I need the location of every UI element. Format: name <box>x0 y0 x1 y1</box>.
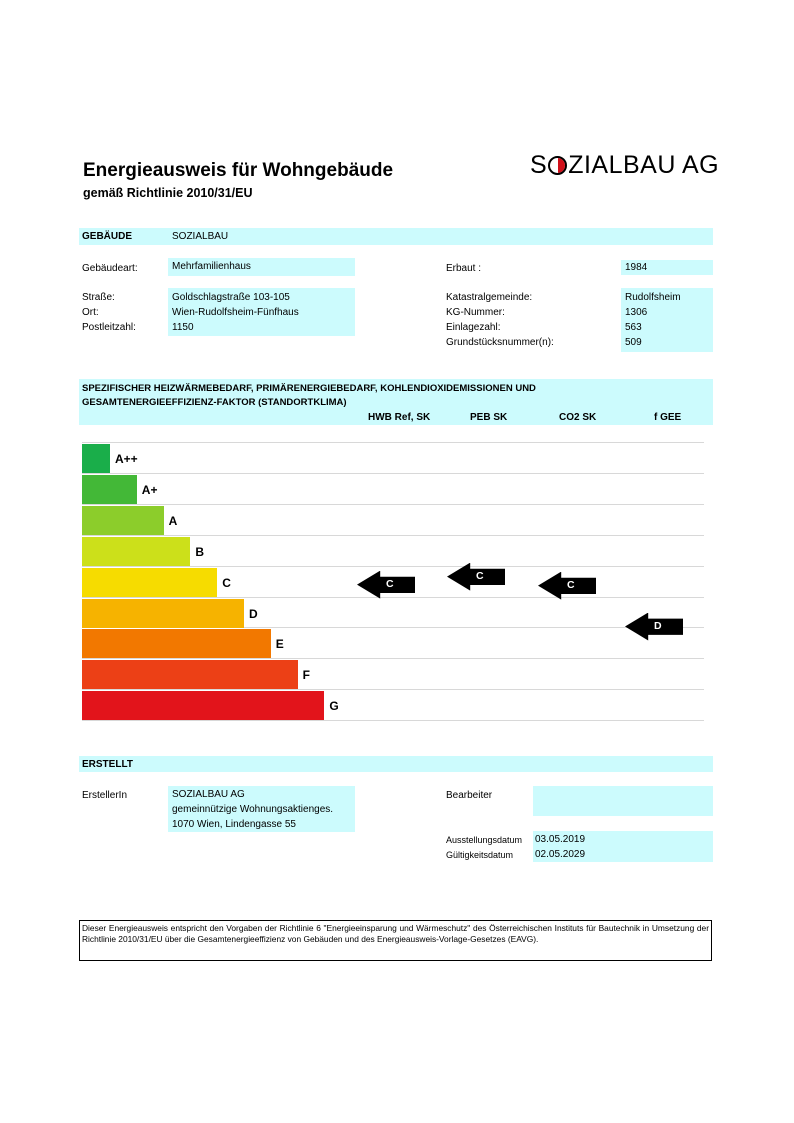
rating-arrow-peb <box>447 563 505 591</box>
author-line1: SOZIALBAU AG <box>172 789 245 800</box>
building-section-value: SOZIALBAU <box>172 231 229 242</box>
street-value: Goldschlagstraße 103-105 <box>172 292 290 303</box>
cadastral-value: Rudolfsheim <box>625 292 681 303</box>
author-box <box>168 786 355 832</box>
column-hwb: HWB Ref, SK <box>368 412 431 423</box>
energy-class-bar <box>82 537 190 566</box>
street-label: Straße: <box>82 292 115 303</box>
scale-gridline <box>82 535 704 536</box>
city-value: Wien-Rudolfsheim-Fünfhaus <box>172 307 299 318</box>
rating-value: C <box>567 578 575 591</box>
energy-heading-line1: SPEZIFISCHER HEIZWÄRMEBEDARF, PRIMÄRENERGIEBEDARF, KOHLENDIOXIDEMISSIONEN UND <box>82 383 536 394</box>
zip-label: Postleitzahl: <box>82 322 136 333</box>
building-section-label: GEBÄUDE <box>82 231 133 242</box>
author-label: ErstellerIn <box>82 790 128 801</box>
rating-arrow-fgee <box>625 613 683 641</box>
kg-label: KG-Nummer: <box>446 307 505 318</box>
created-section-label: ERSTELLT <box>82 759 133 770</box>
energy-class-label: A++ <box>115 452 138 466</box>
cadastral-label: Katastralgemeinde: <box>446 292 533 303</box>
energy-class-label: G <box>329 699 339 714</box>
plot-value: 509 <box>625 337 642 348</box>
building-type-value: Mehrfamilienhaus <box>168 258 355 276</box>
scale-gridline <box>82 442 704 443</box>
editor-value <box>533 786 713 816</box>
energy-class-bar <box>82 599 244 628</box>
sozialbau-logo <box>530 150 719 180</box>
energy-heading-line2: GESAMTENERGIEEFFIZIENZ-FAKTOR (STANDORTKLIMA) <box>82 397 347 408</box>
logo-prefix: S <box>530 150 548 179</box>
energy-class-label: D <box>249 606 258 621</box>
energy-class-label: F <box>302 668 310 683</box>
cadastral-box <box>621 288 713 352</box>
plot-label: Grundstücksnummer(n): <box>446 337 554 348</box>
zip-value: 1150 <box>172 322 194 333</box>
scale-gridline <box>82 720 704 721</box>
document-subtitle: gemäß Richtlinie 2010/31/EU <box>83 186 253 200</box>
energy-class-label: C <box>222 575 231 590</box>
rating-arrow-hwb <box>357 571 415 599</box>
building-type-label: Gebäudeart: <box>82 263 138 274</box>
rating-value: D <box>654 619 662 632</box>
issue-date-value: 03.05.2019 <box>535 834 586 845</box>
valid-date-label: Gültigkeitsdatum <box>446 850 514 860</box>
scale-gridline <box>82 504 704 505</box>
created-section-bar <box>79 756 713 772</box>
column-peb: PEB SK <box>470 412 508 423</box>
deposit-label: Einlagezahl: <box>446 322 501 333</box>
column-co2: CO2 SK <box>559 412 597 423</box>
author-line2: gemeinnützige Wohnungsaktienges. <box>172 804 334 815</box>
editor-label: Bearbeiter <box>446 790 493 801</box>
scale-gridline <box>82 566 704 567</box>
scale-gridline <box>82 627 704 628</box>
energy-class-label: A+ <box>141 482 158 497</box>
city-label: Ort: <box>82 307 99 318</box>
deposit-value: 563 <box>625 322 642 333</box>
column-fgee: f GEE <box>654 412 682 423</box>
energy-class-bar <box>82 568 217 597</box>
energy-class-bar <box>82 691 324 720</box>
logo-suffix: ZIALBAU AG <box>568 150 720 179</box>
rating-value: C <box>386 577 394 590</box>
issue-date-label: Ausstellungsdatum <box>446 835 523 845</box>
kg-value: 1306 <box>625 307 648 318</box>
document-title: Energieausweis für Wohngebäude <box>83 160 394 181</box>
energy-class-bar <box>82 475 137 504</box>
rating-arrow-co2 <box>538 572 596 600</box>
energy-class-label: A <box>168 513 178 528</box>
scale-gridline <box>82 689 704 690</box>
address-box <box>168 288 355 336</box>
author-line3: 1070 Wien, Lindengasse 55 <box>172 819 296 830</box>
energy-class-bar <box>82 506 164 535</box>
energy-class-bar <box>82 444 110 473</box>
energy-class-label: E <box>275 637 284 652</box>
scale-gridline <box>82 473 704 474</box>
logo-o-icon <box>548 156 567 175</box>
energy-class-bar <box>82 660 298 689</box>
scale-gridline <box>82 658 704 659</box>
rating-value: C <box>476 569 484 582</box>
energy-class-bar <box>82 629 271 658</box>
valid-date-value: 02.05.2029 <box>535 849 586 860</box>
built-label: Erbaut : <box>446 263 482 274</box>
legal-note: Dieser Energieausweis entspricht den Vorgaben der Richtlinie 6 "Energieeinsparung und Wärmeschutz" des Österreichischen Instituts für Bautechnik in Umsetzung der Richtlinie 2010/31/EU über die Gesamtenergieeffizienz von Gebäuden und des Energieausweis-Vorlage-Gesetzes (EAVG). <box>79 920 712 961</box>
energy-class-label: B <box>195 544 205 559</box>
built-value: 1984 <box>621 260 713 275</box>
dates-box <box>533 831 713 862</box>
